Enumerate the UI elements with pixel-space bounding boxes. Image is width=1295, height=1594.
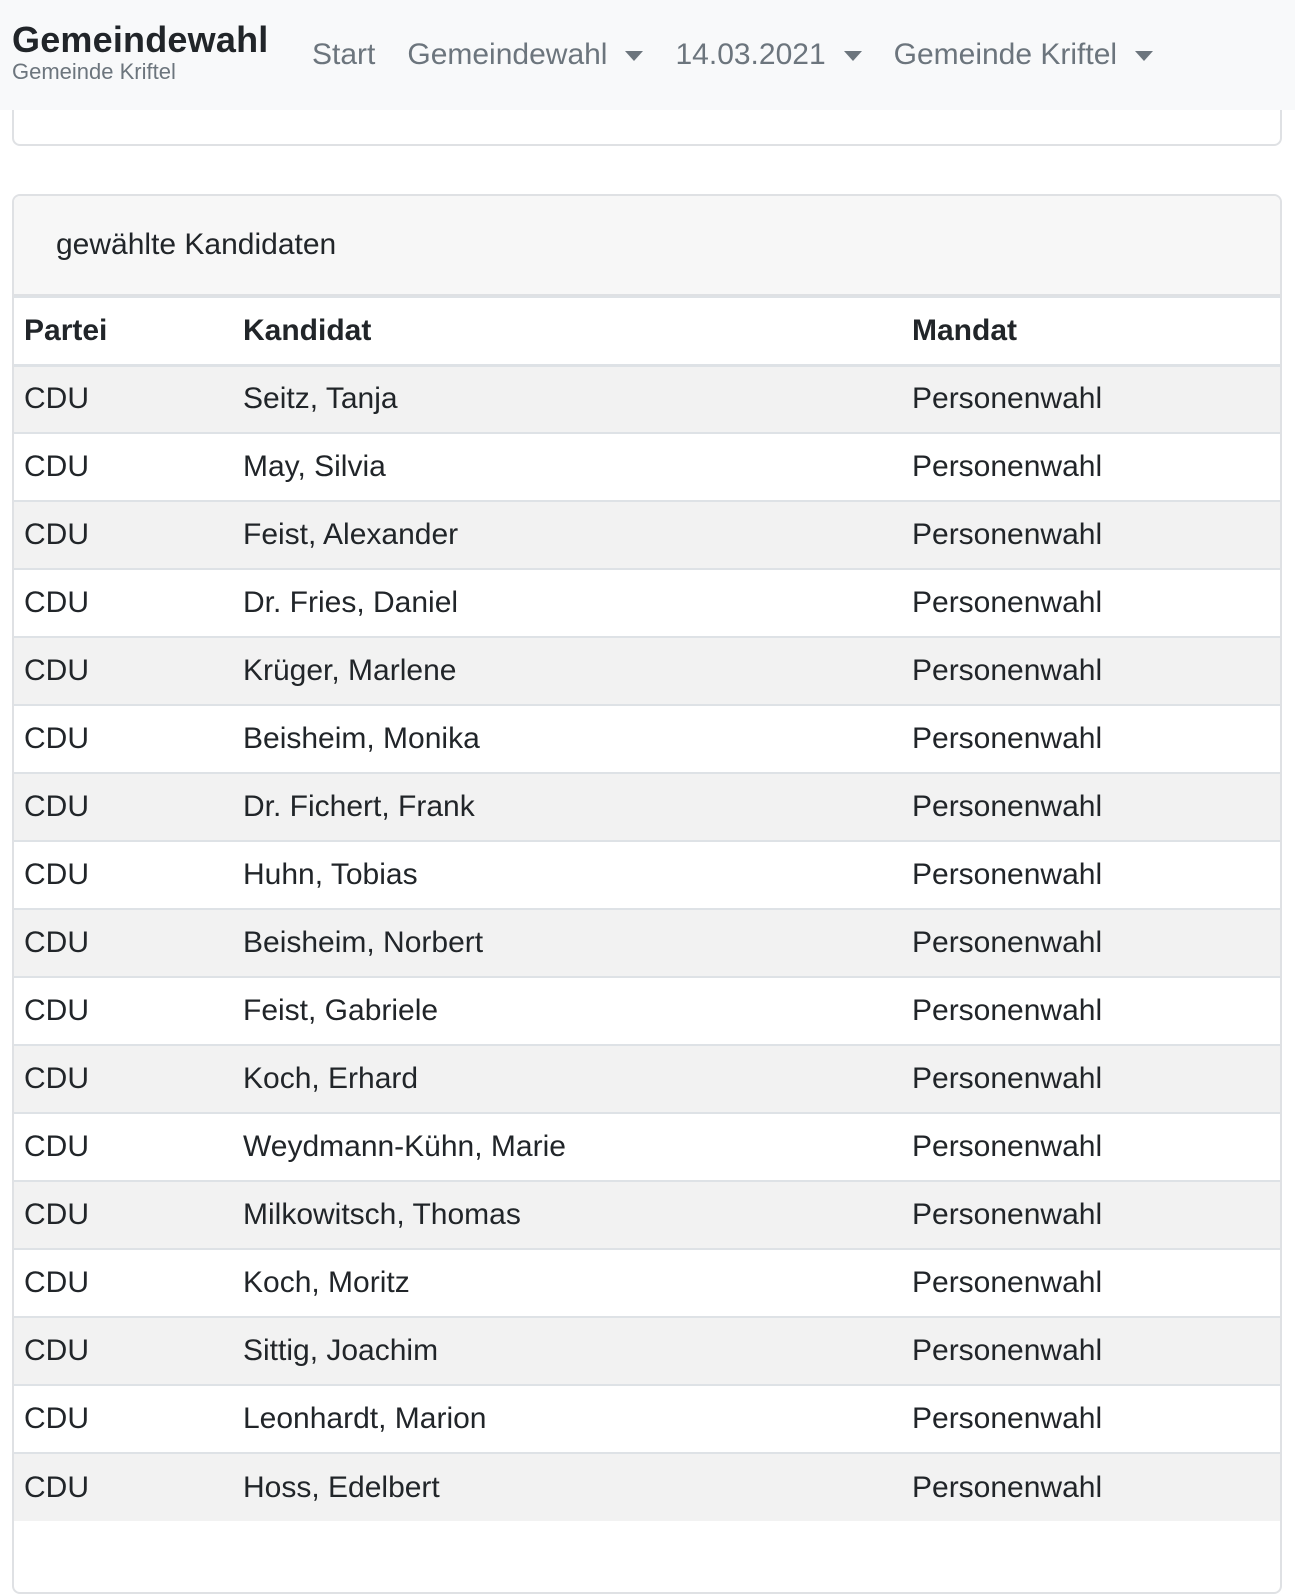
nav-item-label: Start <box>312 38 376 71</box>
cell-mandat: Personenwahl <box>902 501 1280 569</box>
cell-partei: CDU <box>14 1249 229 1317</box>
cell-partei: CDU <box>14 1045 229 1113</box>
candidates-table <box>14 296 1280 1521</box>
table-row <box>14 1249 1280 1317</box>
table-body <box>14 365 1280 1521</box>
cell-mandat: Personenwahl <box>902 1453 1280 1521</box>
cell-kandidat: Koch, Moritz <box>229 1249 902 1317</box>
cell-kandidat: Weydmann-Kühn, Marie <box>229 1113 902 1181</box>
cell-partei: CDU <box>14 1181 229 1249</box>
cell-mandat: Personenwahl <box>902 1249 1280 1317</box>
table-row <box>14 365 1280 433</box>
nav-items <box>312 38 1185 72</box>
cell-kandidat: Seitz, Tanja <box>229 365 902 433</box>
cell-kandidat: Sittig, Joachim <box>229 1317 902 1385</box>
caret-down-icon <box>844 51 862 61</box>
cell-partei: CDU <box>14 433 229 501</box>
nav-dropdown-gemeindewahl[interactable] <box>407 38 643 72</box>
nav-item-label: Gemeinde Kriftel <box>893 38 1118 71</box>
cell-mandat: Personenwahl <box>902 977 1280 1045</box>
nav-item-label: Gemeindewahl <box>407 38 608 71</box>
brand-title: Gemeindewahl <box>12 19 269 60</box>
cell-partei: CDU <box>14 773 229 841</box>
cell-mandat: Personenwahl <box>902 637 1280 705</box>
cell-partei: CDU <box>14 501 229 569</box>
table-row <box>14 1317 1280 1385</box>
nav-dropdown-date[interactable] <box>675 38 861 72</box>
cell-kandidat: Beisheim, Monika <box>229 705 902 773</box>
table-header-row <box>14 297 1280 365</box>
table-row <box>14 637 1280 705</box>
cell-mandat: Personenwahl <box>902 569 1280 637</box>
cell-partei: CDU <box>14 841 229 909</box>
cell-partei: CDU <box>14 1317 229 1385</box>
elected-candidates-card <box>12 194 1282 1594</box>
navbar-brand[interactable] <box>12 19 269 84</box>
cell-kandidat: Milkowitsch, Thomas <box>229 1181 902 1249</box>
table-row <box>14 1181 1280 1249</box>
table-row <box>14 977 1280 1045</box>
cell-mandat: Personenwahl <box>902 1113 1280 1181</box>
nav-item-label: 14.03.2021 <box>675 38 826 71</box>
table-row <box>14 433 1280 501</box>
table-row <box>14 705 1280 773</box>
cell-partei: CDU <box>14 1113 229 1181</box>
table-row <box>14 1045 1280 1113</box>
table-row <box>14 1385 1280 1453</box>
cell-kandidat: Huhn, Tobias <box>229 841 902 909</box>
navbar <box>0 0 1295 110</box>
cell-kandidat: Dr. Fries, Daniel <box>229 569 902 637</box>
brand-subtitle: Gemeinde Kriftel <box>12 59 176 84</box>
column-header-kandidat: Kandidat <box>229 297 902 365</box>
table-row <box>14 569 1280 637</box>
cell-mandat: Personenwahl <box>902 909 1280 977</box>
cell-kandidat: Beisheim, Norbert <box>229 909 902 977</box>
cell-mandat: Personenwahl <box>902 433 1280 501</box>
caret-down-icon <box>1135 51 1153 61</box>
cell-kandidat: Dr. Fichert, Frank <box>229 773 902 841</box>
cell-kandidat: May, Silvia <box>229 433 902 501</box>
cell-kandidat: Hoss, Edelbert <box>229 1453 902 1521</box>
cell-partei: CDU <box>14 705 229 773</box>
cell-kandidat: Krüger, Marlene <box>229 637 902 705</box>
cell-kandidat: Feist, Gabriele <box>229 977 902 1045</box>
nav-dropdown-gemeinde[interactable] <box>894 38 1153 72</box>
table-row <box>14 841 1280 909</box>
column-header-partei: Partei <box>14 297 229 365</box>
cell-partei: CDU <box>14 365 229 433</box>
table-row <box>14 501 1280 569</box>
cell-partei: CDU <box>14 569 229 637</box>
cell-mandat: Personenwahl <box>902 1385 1280 1453</box>
card-header: gewählte Kandidaten <box>14 196 1280 296</box>
cell-mandat: Personenwahl <box>902 1045 1280 1113</box>
cell-mandat: Personenwahl <box>902 1181 1280 1249</box>
caret-down-icon <box>625 51 643 61</box>
cell-kandidat: Leonhardt, Marion <box>229 1385 902 1453</box>
table-row <box>14 909 1280 977</box>
cell-partei: CDU <box>14 977 229 1045</box>
table-row <box>14 1453 1280 1521</box>
cell-partei: CDU <box>14 909 229 977</box>
cell-mandat: Personenwahl <box>902 705 1280 773</box>
cell-partei: CDU <box>14 637 229 705</box>
table-row <box>14 773 1280 841</box>
table-row <box>14 1113 1280 1181</box>
cell-mandat: Personenwahl <box>902 841 1280 909</box>
cell-mandat: Personenwahl <box>902 1317 1280 1385</box>
cell-kandidat: Feist, Alexander <box>229 501 902 569</box>
nav-item-start[interactable] <box>312 38 375 72</box>
column-header-mandat: Mandat <box>902 297 1280 365</box>
cell-mandat: Personenwahl <box>902 773 1280 841</box>
cell-kandidat: Koch, Erhard <box>229 1045 902 1113</box>
cell-partei: CDU <box>14 1385 229 1453</box>
cell-partei: CDU <box>14 1453 229 1521</box>
cell-mandat: Personenwahl <box>902 365 1280 433</box>
